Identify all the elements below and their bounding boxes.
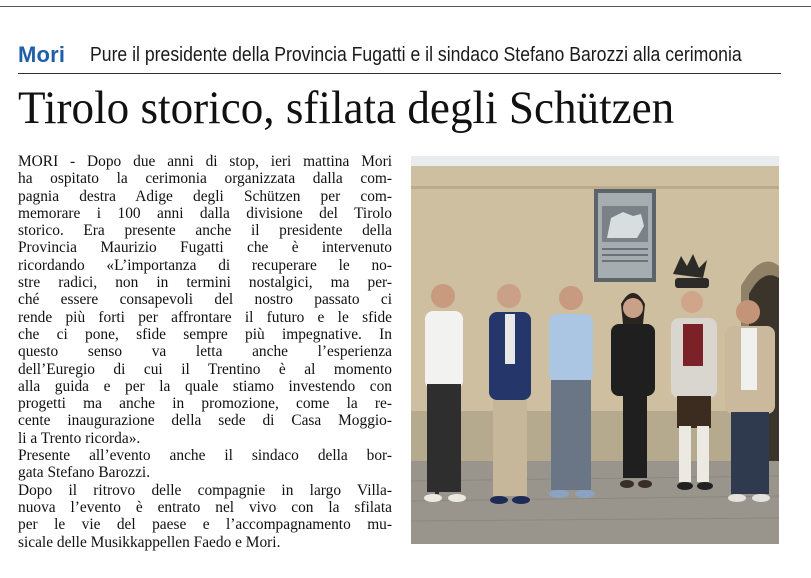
- body-line: progetti ma anche in promozione, come la re-: [18, 395, 392, 413]
- body-line: MORI - Dopo due anni di stop, ieri mattina Mori: [18, 153, 392, 170]
- body-line: Presente all’evento anche il sindaco della bor-: [18, 447, 392, 465]
- body-line: storico. Era presente anche il presidente della: [18, 222, 392, 240]
- body-line: li a Trento ricorda».: [18, 429, 141, 447]
- headline: Tirolo storico, sfilata degli Schützen: [18, 82, 675, 134]
- kicker-rule: [18, 73, 781, 74]
- body-line: questo senso va letta anche l’esperienza: [18, 343, 392, 361]
- body-line: per le vie del paese e l’accompagnamento mu-: [18, 516, 392, 534]
- article-photo: [411, 156, 779, 544]
- body-line: dell’Euregio di cui il Trentino è al momento: [18, 360, 392, 378]
- body-line: nuova l’evento è entrato nel vivo con la sfilata: [18, 498, 392, 516]
- person-3: [549, 286, 595, 498]
- body-line: alla guida e per la quale stiamo investendo con: [18, 377, 392, 395]
- section-label: Mori: [18, 42, 66, 67]
- body-line: Provincia Maurizio Fugatti che è intervenuto: [18, 239, 392, 257]
- body-line: che ci pone, sfide sempre più impegnative. In: [18, 325, 392, 343]
- body-line: sicale delle Musikkappellen Faedo e Mori.: [18, 533, 281, 551]
- body-line: stre radici, non in termini nostalgici, ma per-: [18, 274, 392, 292]
- body-line: memorare i 100 anni dalla divisione del Tirolo: [18, 204, 392, 222]
- body-line: cente inaugurazione della sede di Casa Moggio-: [18, 412, 392, 430]
- article-body: [18, 153, 392, 551]
- body-line: ché essere consapevoli del nostro passato ci: [18, 291, 392, 309]
- body-line: rende più forti per affrontare il futuro e le sfide: [18, 308, 392, 326]
- photo-illustration: [411, 156, 779, 544]
- kicker-subtitle: Pure il presidente della Provincia Fugatti e il sindaco Stefano Barozzi alla cerimonia: [90, 43, 742, 66]
- body-line: ha ospitato la cerimonia organizzata dalla com-: [18, 170, 392, 188]
- person-1: [424, 284, 466, 502]
- top-rule: [0, 6, 811, 7]
- body-line: gata Stefano Barozzi.: [18, 464, 151, 482]
- person-6: [725, 300, 775, 502]
- body-line: ricordando «L’importanza di recuperare le no-: [18, 256, 392, 274]
- kicker: [18, 40, 811, 70]
- body-line: Dopo il ritrovo delle compagnie in largo Villa-: [18, 481, 392, 499]
- body-line: pagnia destra Adige degli Schützen per com-: [18, 187, 392, 205]
- person-2: [489, 284, 531, 504]
